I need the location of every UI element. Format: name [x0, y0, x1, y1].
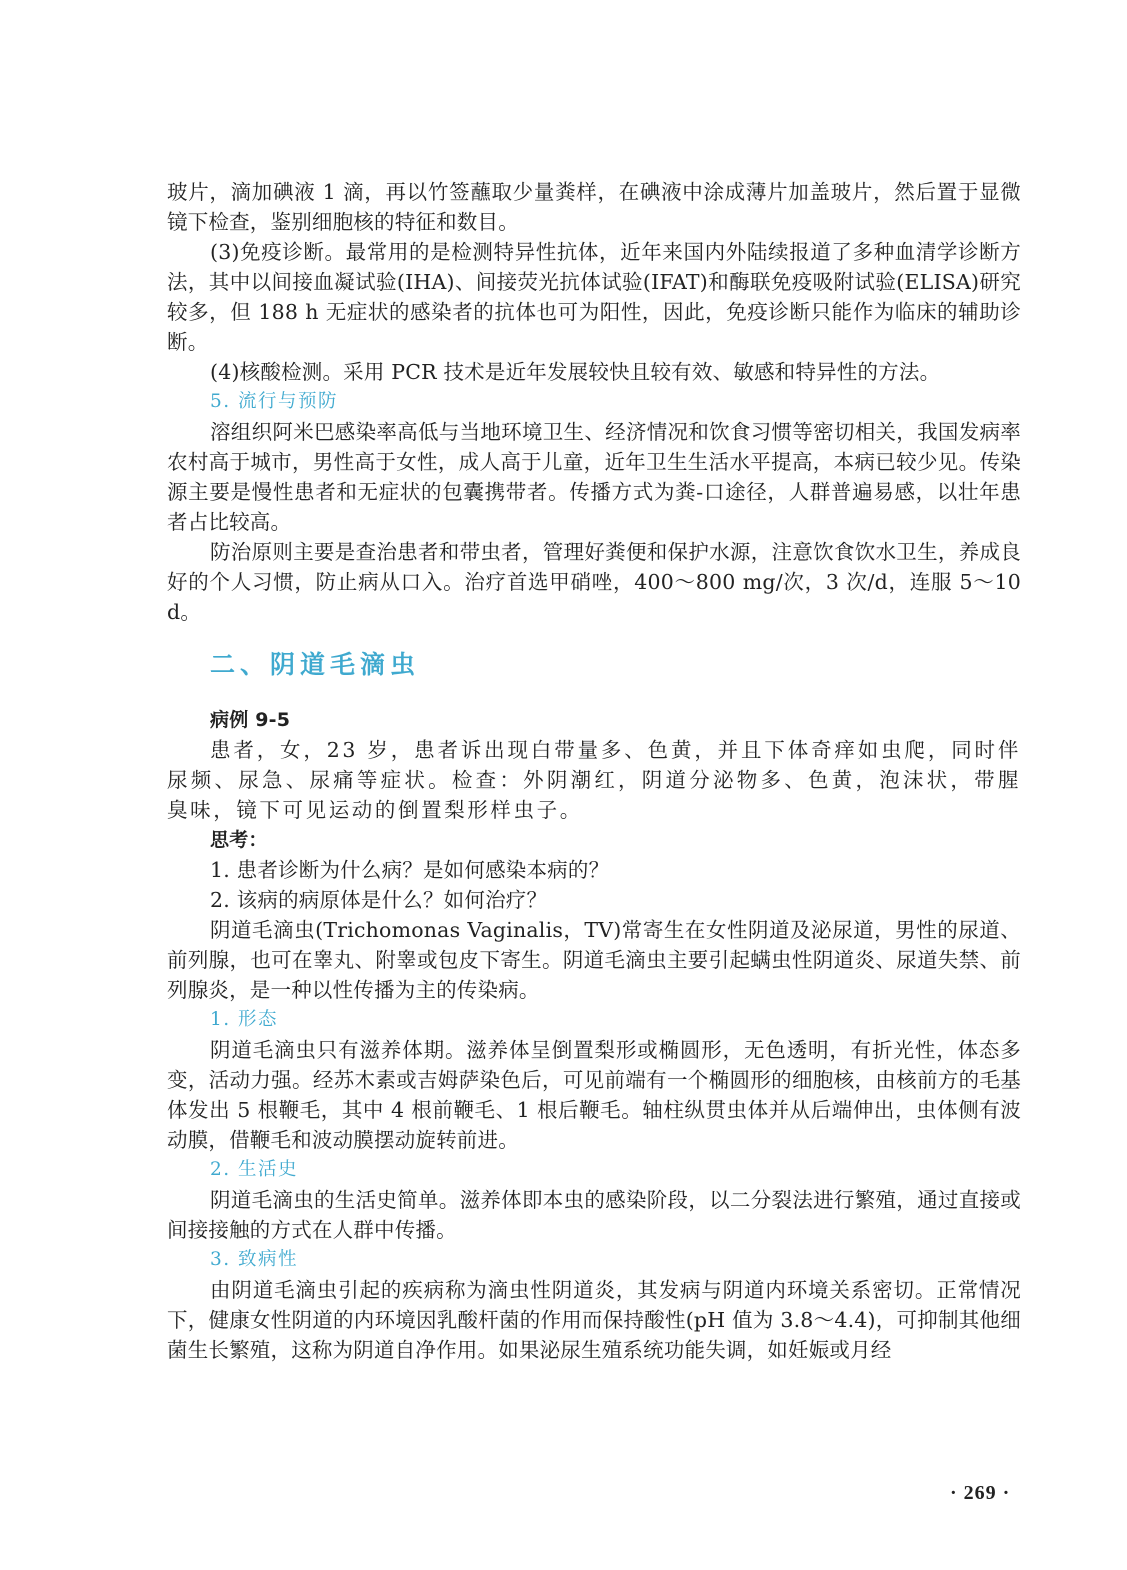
paragraph-immunodiagnosis: (3)免疫诊断。最常用的是检测特异性抗体，近年来国内外陆续报道了多种血清学诊断方法，其中以间接血凝试验(IHA)、间接荧光抗体试验(IFAT)和酶联免疫吸附试验(ELISA)研究较多，但 188 h 无症状的感染者的抗体也可为阳性，因此，免疫诊断只能作为临床的辅助诊断。: [167, 240, 1021, 354]
heading-lifecycle: 2. 生活史: [210, 1159, 299, 1180]
section-title-trichomonas: 二、阴道毛滴虫: [210, 650, 421, 679]
paragraph-treatment: 防治原则主要是查治患者和带虫者，管理好粪便和保护水源，注意饮食饮水卫生，养成良好的个人习惯，防止病从口入。治疗首选甲硝唑，400～800 mg/次，3 次/d，连服 5～10 d。: [167, 540, 1021, 624]
paragraph-epidemiology: 溶组织阿米巴感染率高低与当地环境卫生、经济情况和饮食习惯等密切相关，我国发病率农村高于城市，男性高于女性，成人高于儿童，近年卫生生活水平提高，本病已较少见。传染源主要是慢性患者和无症状的包囊携带者。传播方式为粪-口途径，人群普遍易感，以壮年患者占比较高。: [167, 420, 1021, 534]
heading-prevention: 5. 流行与预防: [210, 391, 339, 412]
heading-morphology: 1. 形态: [210, 1009, 279, 1030]
page-number: · 269 ·: [950, 1482, 1011, 1504]
question-1: 1. 患者诊断为什么病？是如何感染本病的？: [210, 858, 610, 882]
paragraph-morphology: 阴道毛滴虫只有滋养体期。滋养体呈倒置梨形或椭圆形，无色透明，有折光性，体态多变，活动力强。经苏木素或吉姆萨染色后，可见前端有一个椭圆形的细胞核，由核前方的毛基体发出 5 根鞭毛，其中 4 根前鞭毛、1 根后鞭毛。轴柱纵贯虫体并从后端伸出，虫体侧有波动膜，借鞭毛和波动膜摆动旋转前进。: [167, 1038, 1021, 1152]
paragraph-nucleic-acid: (4)核酸检测。采用 PCR 技术是近年发展较快且较有效、敏感和特异性的方法。: [210, 360, 941, 384]
heading-pathogenicity: 3. 致病性: [210, 1249, 299, 1270]
paragraph-lifecycle: 阴道毛滴虫的生活史简单。滋养体即本虫的感染阶段，以二分裂法进行繁殖，通过直接或间接接触的方式在人群中传播。: [167, 1188, 1021, 1242]
paragraph-pathogenicity: 由阴道毛滴虫引起的疾病称为滴虫性阴道炎，其发病与阴道内环境关系密切。正常情况下，健康女性阴道的内环境因乳酸杆菌的作用而保持酸性(pH 值为 3.8～4.4)，可抑制其他细菌生长繁殖，这称为阴道自净作用。如果泌尿生殖系统功能失调，如妊娠或月经: [167, 1278, 1021, 1362]
think-label: 思考：: [210, 829, 268, 851]
paragraph-trichomonas-intro: 阴道毛滴虫(Trichomonas Vaginalis，TV)常寄生在女性阴道及泌尿道，男性的尿道、前列腺，也可在睾丸、附睾或包皮下寄生。阴道毛滴虫主要引起螨虫性阴道炎、尿道失禁、前列腺炎，是一种以性传播为主的传染病。: [167, 918, 1021, 1002]
paragraph-stool-exam: 玻片，滴加碘液 1 滴，再以竹签蘸取少量粪样，在碘液中涂成薄片加盖玻片，然后置于显微镜下检查，鉴别细胞核的特征和数目。: [167, 180, 1021, 234]
case-label: 病例 9-5: [210, 709, 291, 731]
case-description: 患者，女，23 岁，患者诉出现白带量多、色黄，并且下体奇痒如虫爬，同时伴尿频、尿急、尿痛等症状。检查：外阴潮红，阴道分泌物多、色黄，泡沫状，带腥臭味，镜下可见运动的倒置梨形样虫子。: [167, 738, 1021, 822]
question-2: 2. 该病的病原体是什么？如何治疗？: [210, 888, 548, 912]
page-body: [167, 177, 1021, 1365]
